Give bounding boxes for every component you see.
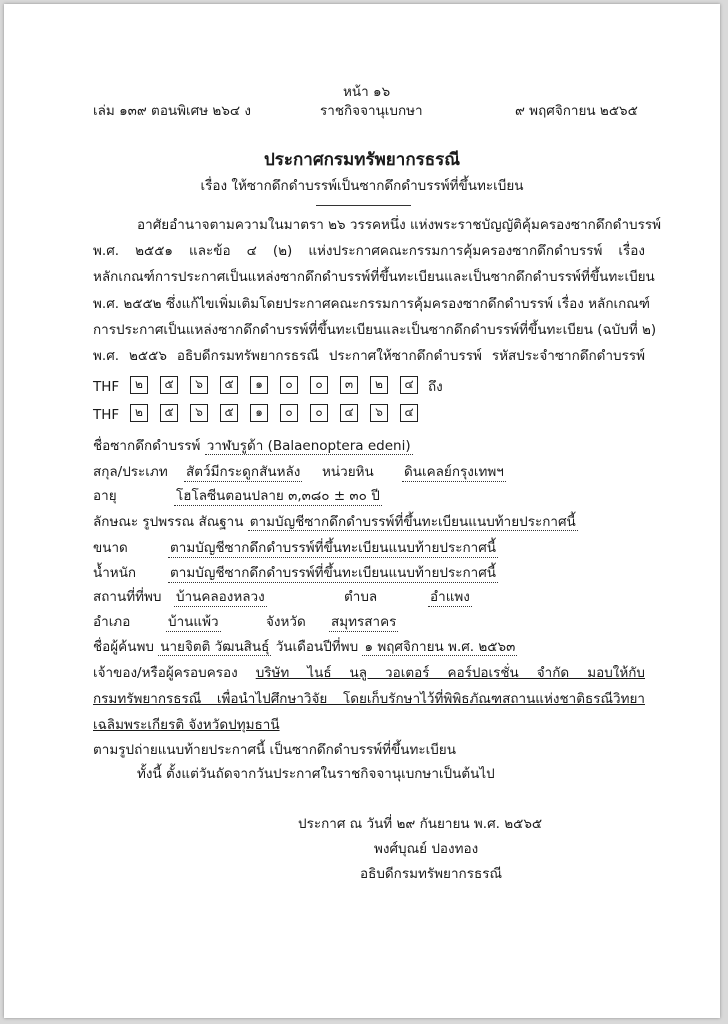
code-digit-box: ๕ bbox=[160, 404, 178, 422]
code-digit-box: ๕ bbox=[220, 376, 238, 394]
code-to-boxes bbox=[130, 404, 430, 422]
code-from-boxes bbox=[130, 376, 430, 394]
amphoe-value: บ้านแพ้ว bbox=[168, 614, 219, 630]
code-digit-box: ๖ bbox=[190, 376, 208, 394]
code-digit-box: ๔ bbox=[400, 404, 418, 422]
code-digit-box: ๒ bbox=[370, 376, 388, 394]
fossil-name-row bbox=[93, 437, 413, 455]
owner-value-line-1: บริษัท ไนธ์ นลู วอเตอร์ คอร์ปอเรชั่น จำกัด มอบให้กับ bbox=[255, 665, 646, 681]
found-date-value: ๑ พฤศจิกายน พ.ศ. ๒๕๖๓ bbox=[364, 639, 516, 655]
amphoe-label: อำเภอ bbox=[93, 614, 131, 630]
genus-label: สกุล/ประเภท bbox=[93, 464, 168, 480]
age-label: อายุ bbox=[93, 488, 117, 504]
announce-date: ประกาศ ณ วันที่ ๒๙ กันยายน พ.ศ. ๒๕๖๕ bbox=[298, 816, 543, 832]
body-line-2: พ.ศ. ๒๕๕๑ และข้อ ๔ (๒) แห่งประกาศคณะกรรมการคุ้มครองซากดึกดำบรรพ์ เรื่อง bbox=[93, 243, 645, 259]
body-line-6: พ.ศ. ๒๕๕๖ อธิบดีกรมทรัพยากรธรณี ประกาศให้ซากดึกดำบรรพ์ รหัสประจำซากดึกดำบรรพ์ bbox=[93, 348, 645, 364]
gazette-name: ราชกิจจานุเบกษา bbox=[320, 103, 423, 119]
rock-unit-label: หน่วยหิน bbox=[322, 464, 374, 480]
code-digit-box: ๐ bbox=[280, 376, 298, 394]
weight-label: น้ำหนัก bbox=[93, 565, 137, 581]
document-page bbox=[4, 4, 720, 1018]
characteristics-row bbox=[93, 513, 578, 531]
code-digit-box: ๓ bbox=[340, 376, 358, 394]
code-digit-box: ๒ bbox=[130, 404, 148, 422]
code-digit-box: ๕ bbox=[160, 376, 178, 394]
closing-line-2: ทั้งนี้ ตั้งแต่วันถัดจากวันประกาศในราชกิจจานุเบกษาเป็นต้นไป bbox=[137, 766, 495, 782]
code-digit-box: ๒ bbox=[130, 376, 148, 394]
tambon-label: ตำบล bbox=[344, 589, 378, 605]
title-divider bbox=[316, 205, 411, 206]
body-line-1: อาศัยอำนาจตามความในมาตรา ๒๖ วรรคหนึ่ง แห่งพระราชบัญญัติคุ้มครองซากดึกดำบรรพ์ bbox=[137, 217, 662, 233]
finder-label: ชื่อผู้ค้นพบ bbox=[93, 639, 154, 655]
tambon-value: อำแพง bbox=[430, 589, 470, 605]
code-digit-box: ๑ bbox=[250, 404, 268, 422]
code-digit-box: ๔ bbox=[340, 404, 358, 422]
characteristics-label: ลักษณะ รูปพรรณ สัณฐาน bbox=[93, 514, 244, 530]
place-value: บ้านคลองหลวง bbox=[176, 589, 265, 605]
code-digit-box: ๖ bbox=[190, 404, 208, 422]
fossil-name-value: วาฬบรูด้า (Balaenoptera edeni) bbox=[206, 438, 411, 454]
signer-position: อธิบดีกรมทรัพยากรธรณี bbox=[360, 866, 502, 882]
finder-value: นายจิตติ วัฒนสินธุ์ bbox=[160, 639, 270, 655]
owner-value-line-2: กรมทรัพยากรธรณี เพื่อนำไปศึกษาวิจัย โดยเก็บรักษาไว้ที่พิพิธภัณฑสถานแห่งชาติธรณีวิทยา bbox=[93, 691, 645, 707]
code-digit-box: ๖ bbox=[370, 404, 388, 422]
document-title: ประกาศกรมทรัพยากรธรณี bbox=[263, 150, 461, 170]
body-line-5: การประกาศเป็นแหล่งซากดึกดำบรรพ์ที่ขึ้นทะเบียนและเป็นซากดึกดำบรรพ์ที่ขึ้นทะเบียน (ฉบับที่ ๒) bbox=[93, 322, 657, 338]
rock-unit-value: ดินเคลย์กรุงเทพฯ bbox=[404, 464, 504, 480]
age-value: โฮโลซีนตอนปลาย ๓,๓๘๐ ± ๓๐ ปี bbox=[176, 488, 380, 504]
code-prefix-from: THF bbox=[93, 379, 120, 395]
volume-info: เล่ม ๑๓๙ ตอนพิเศษ ๒๖๔ ง bbox=[93, 103, 251, 119]
code-digit-box: ๐ bbox=[310, 404, 328, 422]
province-value: สมุทรสาคร bbox=[331, 614, 397, 630]
owner-value-line-3: เฉลิมพระเกียรติ จังหวัดปทุมธานี bbox=[93, 717, 280, 733]
body-line-4: พ.ศ. ๒๕๕๒ ซึ่งแก้ไขเพิ่มเติมโดยประกาศคณะกรรมการคุ้มครองซากดึกดำบรรพ์ เรื่อง หลักเกณฑ์ bbox=[93, 296, 651, 312]
characteristics-value: ตามบัญชีซากดึกดำบรรพ์ที่ขึ้นทะเบียนแนบท้ายประกาศนี้ bbox=[249, 514, 576, 530]
province-label: จังหวัด bbox=[266, 614, 306, 630]
size-value: ตามบัญชีซากดึกดำบรรพ์ที่ขึ้นทะเบียนแนบท้ายประกาศนี้ bbox=[170, 540, 496, 556]
code-digit-box: ๑ bbox=[250, 376, 268, 394]
gazette-date: ๙ พฤศจิกายน ๒๕๖๕ bbox=[515, 103, 638, 119]
page-number: หน้า ๑๖ bbox=[343, 84, 391, 100]
code-digit-box: ๕ bbox=[220, 404, 238, 422]
size-label: ขนาด bbox=[93, 540, 128, 556]
closing-line-1: ตามรูปถ่ายแนบท้ายประกาศนี้ เป็นซากดึกดำบรรพ์ที่ขึ้นทะเบียน bbox=[93, 742, 456, 758]
code-to-word: ถึง bbox=[428, 379, 443, 395]
found-date-label: วันเดือนปีที่พบ bbox=[275, 639, 359, 655]
finder-row bbox=[93, 638, 517, 656]
owner-label: เจ้าของ/หรือผู้ครอบครอง bbox=[93, 665, 238, 681]
genus-value: สัตว์มีกระดูกสันหลัง bbox=[186, 464, 301, 480]
code-digit-box: ๐ bbox=[280, 404, 298, 422]
body-line-3: หลักเกณฑ์การประกาศเป็นแหล่งซากดึกดำบรรพ์ที่ขึ้นทะเบียนและเป็นซากดึกดำบรรพ์ที่ขึ้นทะเบียน bbox=[93, 269, 655, 285]
place-label: สถานที่ที่พบ bbox=[93, 589, 162, 605]
code-prefix-to: THF bbox=[93, 407, 120, 423]
owner-row bbox=[93, 664, 645, 682]
code-digit-box: ๔ bbox=[400, 376, 418, 394]
weight-value: ตามบัญชีซากดึกดำบรรพ์ที่ขึ้นทะเบียนแนบท้ายประกาศนี้ bbox=[170, 565, 496, 581]
fossil-name-label: ชื่อซากดึกดำบรรพ์ bbox=[93, 438, 201, 454]
document-subject: เรื่อง ให้ซากดึกดำบรรพ์เป็นซากดึกดำบรรพ์ที่ขึ้นทะเบียน bbox=[200, 178, 524, 194]
signer-name: พงศ์บุณย์ ปองทอง bbox=[374, 841, 479, 857]
code-digit-box: ๐ bbox=[310, 376, 328, 394]
